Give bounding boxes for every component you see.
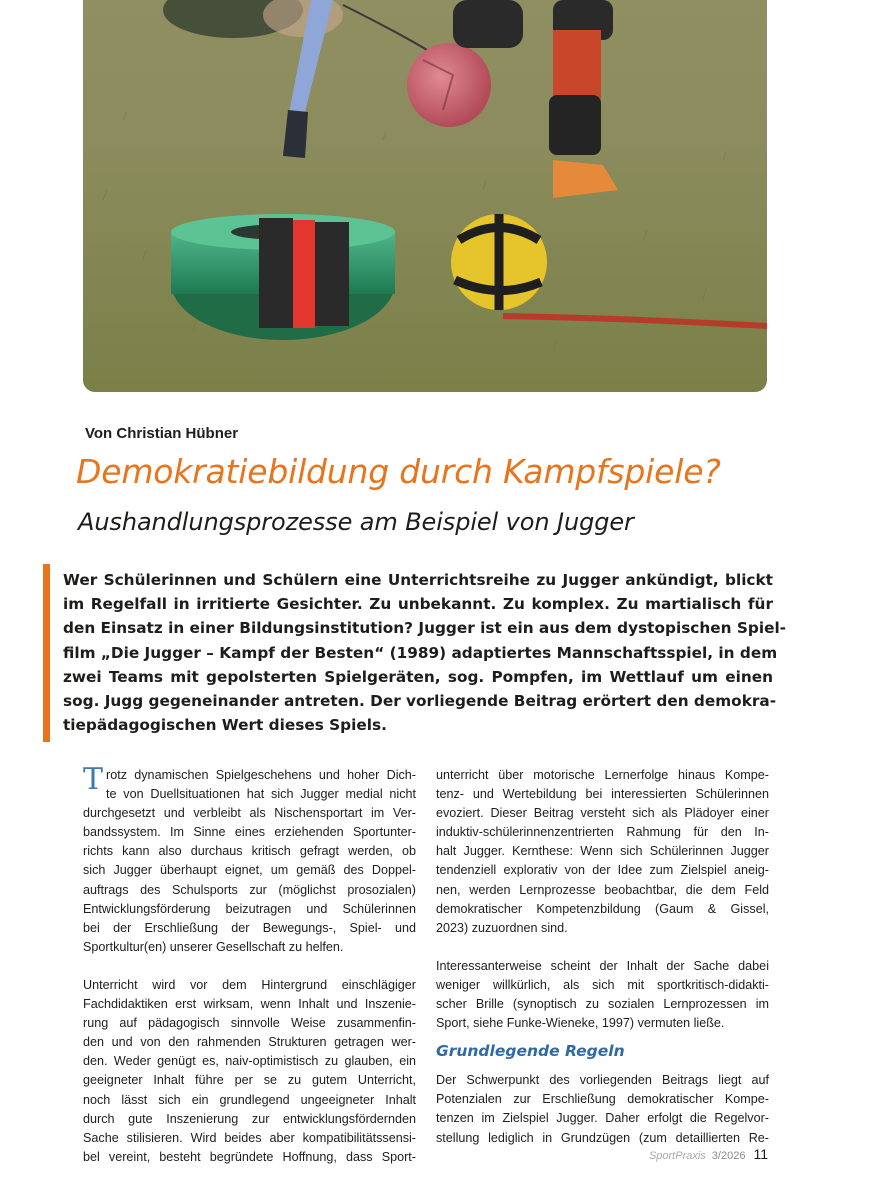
body-line: noch lässt sich ein grundlegend ungeeigneter Inhalt <box>83 1092 416 1107</box>
drop-cap: T <box>83 762 104 797</box>
lead-accent-bar <box>43 564 50 742</box>
body-line: bandssystem. Im Sinne eines erziehenden Sportunter- <box>83 825 416 840</box>
body-line: bei der Erschließung der Bewegungs-, Spiel- und <box>83 920 416 935</box>
body-line: durch gute Inszenierung zur entwicklungsfördernden <box>83 1111 416 1126</box>
lead-line: sog. Jugg gegeneinander antreten. Der vorliegende Beitrag erörtert den demokra- <box>63 692 777 711</box>
body-line: scher Brille (synoptisch zu sozialen Lernprozessen im <box>436 997 769 1012</box>
body-line: Interessanterweise scheint der Inhalt der Sache dabei <box>436 958 769 973</box>
page-number: 11 <box>753 1146 768 1162</box>
article-photo <box>83 0 767 392</box>
body-line: Entwicklungsförderung beizutragen und Schülerinnen <box>83 901 416 916</box>
magazine-name: SportPraxis <box>648 1150 706 1162</box>
body-line: den. Weder genügt es, naiv-optimistisch zu glauben, ein <box>83 1054 416 1069</box>
body-line: Potenzialen zur Erschließung demokratischer Kompe- <box>436 1092 769 1107</box>
body-line: induktiv-schülerinnenzentrierten Rahmung für den In- <box>436 825 769 840</box>
body-line: tenzen im Zielspiel Jugger. Daher erfolgt die Regelvor- <box>436 1111 769 1126</box>
article-subtitle: Aushandlungsprozesse am Beispiel von Jugger <box>78 508 634 536</box>
body-line: stellung lediglich in Grundzügen (zum detaillierten Re- <box>436 1130 769 1145</box>
body-line: nen, werden Lernprozesse beobachtbar, die dem Feld <box>436 882 769 897</box>
body-line: te von Duellsituationen hat sich Jugger medial nicht <box>106 787 416 802</box>
body-line: Unterricht wird vor dem Hintergrund einschlägiger <box>83 977 416 992</box>
lead-line: film „Die Jugger – Kampf der Besten“ (1989) adaptiertes Mannschaftsspiel, in dem <box>63 643 778 662</box>
body-line: halt Jugger. Kernthese: Wenn sich Schülerinnen Jugger <box>436 844 769 859</box>
body-column-left <box>83 762 416 1167</box>
lead-line: Wer Schülerinnen und Schülern eine Unterrichtsreihe zu Jugger ankündigt, blickt <box>63 571 773 589</box>
body-line: demokratischer Kompetenzbildung (Gaum & Gissel, <box>436 901 769 916</box>
jugger-photo-illustration <box>83 0 767 392</box>
body-line: Sache stilisieren. Wird beides aber kompatibilitätssensi- <box>83 1130 416 1145</box>
body-line: rung auf pädagogisch sinnvolle Weise zusammenfin- <box>83 1016 416 1031</box>
body-line: den und von den rahmenden Strukturen getragen wer- <box>83 1035 416 1050</box>
body-line-text: rotz dynamischen Spielgeschehens und hoher Dich- <box>106 768 416 782</box>
body-line: Fachdidaktiken erst wirksam, wenn Inhalt und Inszenie- <box>83 997 416 1012</box>
body-line: auftrags des Schulsports zur (möglichst prosozialen) <box>83 882 416 897</box>
body-line: evoziert. Dieser Beitrag versteht sich als Plädoyer einer <box>436 806 769 821</box>
body-line: geeigneter Inhalt führe per se zu gutem Unterricht, <box>83 1073 416 1088</box>
lead-line: zwei Teams mit gepolsterten Spielgeräten, sog. Pompfen, im Wettlauf um einen <box>63 667 773 686</box>
body-line: weniger willkürlich, als sich mit sportkritisch-didakti- <box>436 977 769 992</box>
body-line: Sportkultur(en) unserer Gesellschaft zu helfen. <box>83 939 344 954</box>
lead-paragraph <box>63 568 787 737</box>
body-line: tendenziell explorativ von der Idee zum Zielspiel aneig- <box>436 863 769 878</box>
paragraph-gap <box>436 938 769 957</box>
body-line: 2023) zuzuordnen sind. <box>436 920 568 935</box>
body-line: unterricht über motorische Lernerfolge hinaus Kompe- <box>436 768 769 782</box>
lead-line: den Einsatz in einer Bildungsinstitution? Jugger ist ein aus dem dystopischen Spiel- <box>63 619 787 638</box>
body-line: tenz- und Wertebildung bei interessierten Schülerinnen <box>436 787 769 802</box>
body-line: bel vereint, besteht begründete Hoffnung, dass Sport- <box>83 1149 416 1164</box>
issue-number: 3/2026 <box>711 1150 746 1162</box>
body-line: Sport, siehe Funke-Wieneke, 1997) vermuten ließe. <box>436 1016 725 1031</box>
body-column-right <box>436 766 769 1148</box>
lead-line: tiepädagogischen Wert dieses Spiels. <box>63 716 387 735</box>
body-line: durchgesetzt und verbleibt als Nischensportart im Ver- <box>83 806 416 821</box>
body-line: sich Jugger überhaupt eignet, um gemäß des Doppel- <box>83 863 416 878</box>
article-title: Demokratiebildung durch Kampfspiele? <box>76 452 721 491</box>
author-byline: Von Christian Hübner <box>85 425 239 442</box>
lead-line: im Regelfall in irritierte Gesichter. Zu unbekannt. Zu komplex. Zu martialisch für <box>63 595 773 614</box>
body-line: Der Schwerpunkt des vorliegenden Beitrags liegt auf <box>436 1073 769 1088</box>
section-heading: Grundlegende Regeln <box>436 1042 625 1061</box>
page-footer <box>649 1146 768 1162</box>
paragraph-gap <box>83 957 416 976</box>
body-line: richts kann also durchaus kritisch gefragt werden, ob <box>83 844 416 859</box>
